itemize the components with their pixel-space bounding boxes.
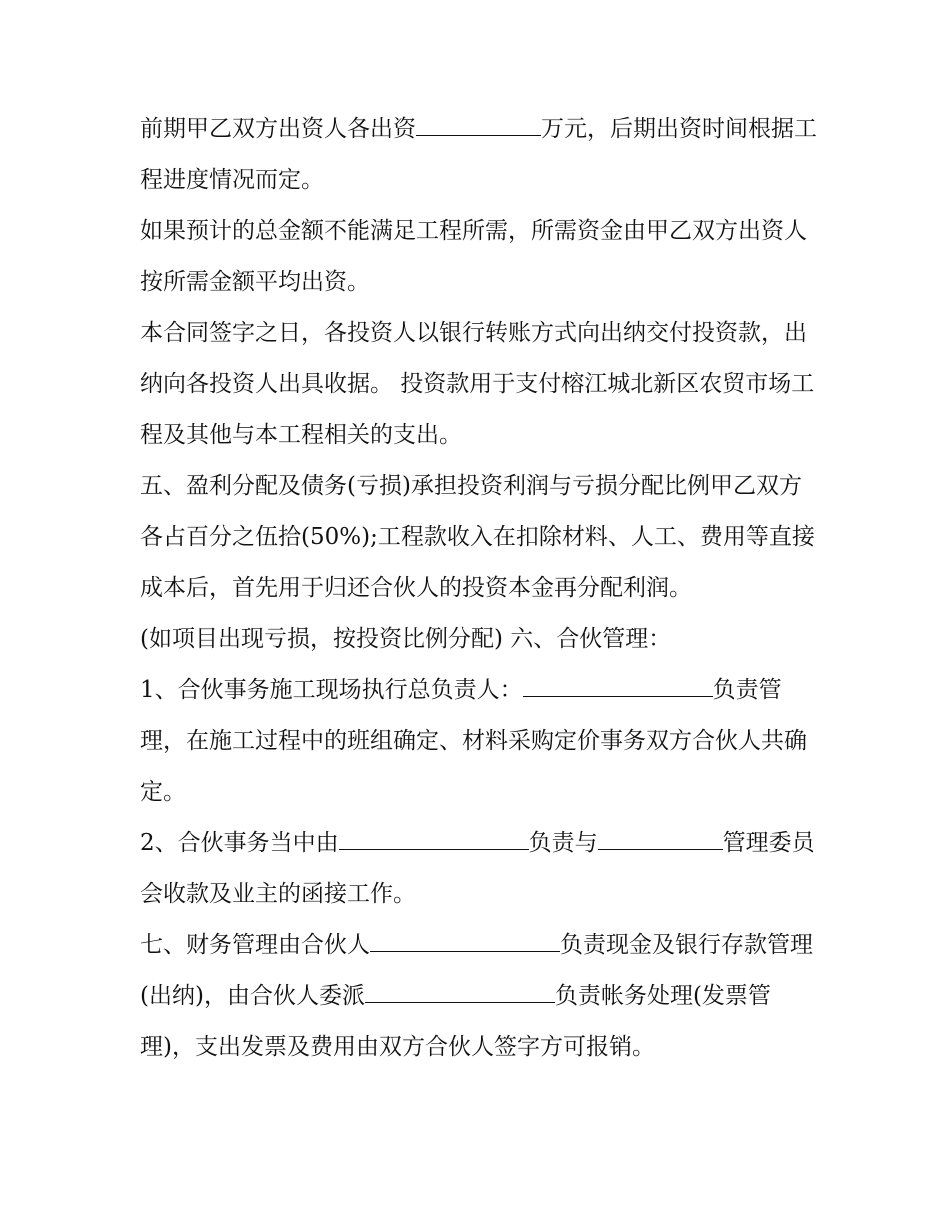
- paragraph-initial-investment: [140, 104, 820, 206]
- blank-field-amount[interactable]: [416, 111, 541, 136]
- text-segment: 管理委员会收款及业主的函接工作。: [140, 830, 815, 907]
- blank-field-responsible-person[interactable]: [339, 825, 529, 850]
- paragraph-financial-management: [140, 920, 820, 1073]
- blank-field-accountant[interactable]: [365, 978, 555, 1003]
- text-segment: 负责现金及银行存款管理(出纳)，由合伙人委派: [140, 932, 813, 1009]
- paragraph-collection-duty: [140, 818, 820, 920]
- text-segment: 七、财务管理由合伙人: [140, 932, 370, 958]
- text-segment: 负责帐务处理(发票管理)，支出发票及费用由双方合伙人签字方可报销。: [140, 983, 771, 1060]
- paragraph-additional-funding: 如果预计的总金额不能满足工程所需，所需资金由甲乙双方出资人按所需金额平均出资。: [140, 218, 807, 295]
- blank-field-committee[interactable]: [598, 825, 723, 850]
- paragraph-loss-and-management-heading: (如项目出现亏损，按投资比例分配) 六、合伙管理：: [140, 626, 672, 652]
- document-body: [140, 104, 820, 1073]
- text-segment: 负责与: [528, 830, 598, 856]
- paragraph-site-manager: [140, 665, 820, 818]
- text-segment: 2、合伙事务当中由: [140, 830, 339, 856]
- blank-field-cashier[interactable]: [370, 927, 560, 952]
- paragraph-payment-method: 本合同签字之日，各投资人以银行转账方式向出纳交付投资款，出纳向各投资人出具收据。 投资款用于支付榕江城北新区农贸市场工程及其他与本工程相关的支出。: [140, 320, 815, 448]
- blank-field-site-manager[interactable]: [523, 672, 713, 697]
- text-segment: 负责管理，在施工过程中的班组确定、材料采购定价事务双方合伙人共确定。: [140, 677, 807, 805]
- text-segment: 1、合伙事务施工现场执行总负责人：: [140, 677, 523, 703]
- text-segment: 前期甲乙双方出资人各出资: [140, 116, 416, 142]
- text-segment: 万元，后期出资时间根据工程进度情况而定。: [140, 116, 817, 193]
- paragraph-profit-distribution: 五、盈利分配及债务(亏损)承担投资利润与亏损分配比例甲乙双方各占百分之伍拾(50%);工程款收入在扣除材料、人工、费用等直接成本后，首先用于归还合伙人的投资本金再分配利润。: [140, 473, 815, 601]
